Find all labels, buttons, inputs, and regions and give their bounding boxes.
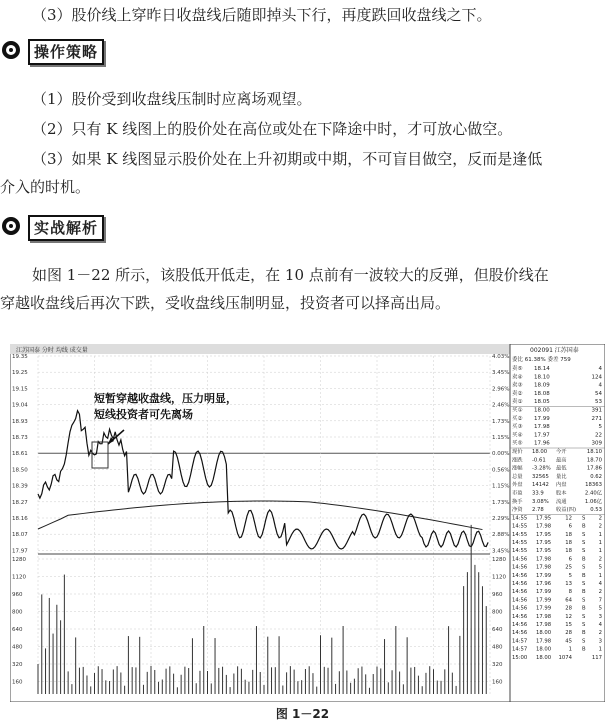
y-tick-label-left: 1120	[12, 574, 26, 581]
tick-record: 17.99	[536, 572, 552, 579]
quote-stat: 净资	[512, 507, 523, 514]
tick-record: 6	[568, 523, 572, 530]
tick-record: 4	[598, 622, 602, 628]
tick-record: 18.00	[536, 646, 552, 653]
section-strategy-title: 操作策略	[28, 39, 104, 65]
tick-record: 14:56	[512, 564, 528, 571]
tick-record: 14:55	[512, 531, 528, 538]
y-tick-label-left: 18.07	[12, 532, 28, 539]
y-tick-label-left: 18.73	[12, 435, 28, 441]
y-tick-label-left: 18.16	[12, 516, 28, 522]
paragraph-strategy-3b: 介入的时机。	[0, 178, 91, 196]
tick-record: 17.99	[536, 597, 552, 604]
quote-stat: 32565	[532, 473, 549, 480]
tick-record: 18.00	[536, 630, 552, 637]
y-tick-label-right: 2.88%	[492, 532, 510, 539]
tick-record: B	[582, 605, 586, 612]
tick-record: 14:56	[512, 622, 528, 628]
tick-record: 17.98	[536, 622, 552, 628]
quote-stat: 17.86	[586, 465, 602, 472]
y-tick-label-left: 18.50	[12, 467, 28, 474]
y-tick-label-left: 320	[12, 662, 23, 668]
tick-record: B	[582, 572, 586, 579]
tick-record: 28	[565, 605, 572, 612]
tick-record: S	[582, 515, 586, 522]
tick-record: 17.95	[536, 515, 552, 522]
tick-record: 6	[568, 556, 572, 563]
quote-stat: -0.61	[532, 457, 546, 464]
y-tick-label-left: 1280	[12, 557, 26, 563]
quote-stat: 1.06亿	[584, 498, 602, 505]
circle-bullet-icon	[2, 41, 20, 59]
annotation-text-2: 短线投资者可先离场	[94, 408, 193, 421]
tick-record: S	[582, 581, 586, 587]
tick-record: 1	[568, 646, 572, 653]
tick-record: 17.95	[536, 531, 552, 538]
y-tick-label-right: 1120	[492, 574, 506, 581]
quote-stat: 18.10	[586, 449, 602, 455]
order-book-label: 买③	[512, 424, 523, 431]
y-tick-label-left: 640	[12, 627, 23, 633]
paragraph-strategy-1: （1）股价受到收盘线压制时应离场观望。	[32, 90, 312, 108]
tick-record: 14:55	[512, 540, 528, 546]
tick-record: 17.95	[536, 540, 552, 546]
tick-record: 14:56	[512, 581, 528, 587]
order-book-price: 18.09	[534, 382, 550, 389]
quote-stat: 收益(四)	[556, 507, 577, 514]
tick-record: 18	[565, 540, 572, 546]
quote-stat: 33.9	[532, 490, 544, 497]
y-tick-label-left: 800	[12, 609, 23, 616]
order-book-price: 18.14	[534, 366, 550, 372]
y-tick-label-right: 320	[492, 662, 503, 668]
order-book-volume: 309	[591, 440, 602, 447]
tick-record: 14:56	[512, 597, 528, 604]
quote-stat: 市盈	[512, 490, 523, 497]
tick-record: 117	[591, 654, 602, 661]
y-tick-label-left: 19.15	[12, 386, 28, 393]
quote-stat: 涨跌	[512, 457, 523, 464]
figure-caption: 图 1－22	[275, 707, 330, 721]
tick-record: 4	[598, 581, 602, 587]
y-tick-label-left: 18.61	[12, 451, 28, 458]
y-tick-label-right: 2.46%	[492, 402, 510, 409]
tick-record: 17.96	[536, 581, 552, 587]
tick-record: B	[582, 523, 586, 530]
order-book-label: 买②	[512, 415, 523, 422]
y-tick-label-right: 1.73%	[492, 418, 510, 425]
tick-record: 14:56	[512, 556, 528, 563]
order-book-price: 17.98	[534, 424, 550, 431]
tick-record: S	[582, 531, 586, 538]
quote-stat: 换手	[512, 498, 523, 505]
y-tick-label-left: 18.39	[12, 483, 28, 490]
tick-record: 15:00	[512, 654, 528, 661]
quote-stat: 外盘	[512, 482, 523, 489]
order-book-price: 18.05	[534, 399, 550, 406]
tick-record: B	[582, 646, 586, 653]
tick-record: 17.98	[536, 638, 552, 645]
order-book-volume: 54	[595, 390, 602, 397]
paragraph-analysis-a: 如图 1－22 所示，该股低开低走，在 10 点前有一波较大的反弹，但股价线在	[32, 266, 549, 284]
y-tick-label-left: 160	[12, 679, 23, 686]
quote-stat: 总量	[512, 473, 523, 480]
tick-record: 1	[598, 548, 602, 555]
order-book-volume: 124	[591, 374, 602, 381]
tick-record: 1074	[558, 654, 572, 661]
tick-record: 2	[598, 630, 602, 637]
y-tick-label-right: 800	[492, 609, 503, 616]
order-book-price: 17.99	[534, 415, 550, 422]
y-tick-label-right: 3.45%	[492, 548, 510, 555]
paragraph-strategy-3a: （3）如果 K 线图显示股价处在上升初期或中期，不可盲目做空，反而是逢低	[32, 150, 543, 168]
y-tick-label-right: 640	[492, 627, 503, 633]
chart-header-text: 江苏国泰 分时 均线 成交量	[16, 347, 88, 354]
order-book-volume: 4	[598, 366, 602, 372]
quote-stat: 量比	[556, 473, 567, 480]
quote-stat: 内盘	[556, 482, 567, 489]
tick-record: 14:55	[512, 548, 528, 555]
order-book-price: 18.00	[534, 407, 550, 414]
tick-record: 12	[565, 613, 572, 620]
tick-record: 18	[565, 548, 572, 555]
tick-record: 14:56	[512, 605, 528, 612]
paragraph-analysis-b: 穿越收盘线后再次下跌，受收盘线压制明显，投资者可以择高出局。	[0, 294, 451, 312]
quote-stat: 流通	[556, 498, 567, 505]
circle-bullet-icon	[2, 217, 20, 235]
tick-record: 7	[598, 597, 602, 604]
tick-record: 1	[598, 646, 602, 653]
tick-record: 14:55	[512, 515, 528, 522]
tick-record: 14:57	[512, 638, 528, 645]
tick-record: 3	[598, 638, 602, 645]
tick-record: 25	[565, 564, 572, 571]
tick-record: 2	[598, 515, 602, 522]
quote-stat: 3.08%	[532, 498, 549, 505]
order-book-label: 买①	[512, 407, 523, 414]
tick-record: 1	[598, 540, 602, 546]
order-book-volume: 53	[595, 399, 602, 406]
order-book-price: 18.08	[534, 390, 550, 397]
order-book-volume: 5	[598, 424, 602, 431]
tick-record: 2	[598, 589, 602, 596]
tick-record: 14:56	[512, 572, 528, 579]
tick-record: 2	[598, 523, 602, 530]
y-tick-label-right: 960	[492, 592, 503, 598]
tick-record: 2	[598, 556, 602, 563]
intraday-chart-screenshot	[10, 344, 605, 702]
tick-record: 17.99	[536, 605, 552, 612]
quote-stat: 现价	[512, 449, 523, 455]
order-book-price: 18.10	[534, 374, 550, 381]
tick-record: 12	[565, 515, 572, 522]
y-tick-label-right: 1280	[492, 557, 506, 563]
y-tick-label-right: 1.15%	[492, 435, 510, 441]
tick-record: S	[582, 548, 586, 555]
y-tick-label-left: 19.25	[12, 370, 28, 377]
quote-stat: 最高	[556, 457, 567, 464]
y-tick-label-left: 19.04	[12, 402, 28, 409]
quote-stat: 股本	[556, 490, 567, 497]
tick-record: 13	[565, 581, 572, 587]
panel-title: 002091 江苏国泰	[530, 347, 579, 354]
tick-record: B	[582, 589, 586, 596]
y-tick-label-right: 480	[492, 644, 503, 651]
tick-record: 1	[598, 531, 602, 538]
panel-subtitle: 委比 61.38% 委差 759	[512, 357, 571, 363]
y-tick-label-right: 0.00%	[492, 451, 510, 458]
tick-record: S	[582, 613, 586, 620]
quote-stat: 14142	[532, 482, 549, 489]
order-book-label: 卖③	[512, 382, 523, 389]
y-tick-label-right: 2.29%	[492, 516, 510, 522]
tick-record: 5	[598, 605, 602, 612]
y-tick-label-right: 1.73%	[492, 499, 510, 506]
order-book-price: 17.97	[534, 432, 550, 439]
tick-record: 5	[568, 572, 572, 579]
y-tick-label-left: 18.27	[12, 499, 28, 506]
tick-record: 3	[598, 613, 602, 620]
tick-record: 17.98	[536, 556, 552, 563]
y-tick-label-left: 960	[12, 592, 23, 598]
section-analysis-title: 实战解析	[28, 215, 104, 241]
quote-stat: 今开	[556, 449, 567, 455]
tick-record: 14:55	[512, 523, 528, 530]
quote-stat: 2.78	[532, 507, 544, 514]
order-book-label: 买④	[512, 432, 523, 439]
tick-record: 5	[598, 564, 602, 571]
order-book-volume: 391	[591, 407, 602, 414]
order-book-label: 卖⑤	[512, 366, 523, 372]
quote-stat: -3.28%	[532, 465, 551, 472]
tick-record: 15	[565, 622, 572, 628]
annotation-text-1: 短暂穿越收盘线，压力明显，	[94, 392, 237, 405]
y-tick-label-right: 1.15%	[492, 483, 510, 490]
y-tick-label-left: 18.93	[12, 418, 28, 425]
tick-record: 1	[598, 572, 602, 579]
quote-stat: 18363	[585, 482, 602, 489]
tick-record: S	[582, 638, 586, 645]
tick-record: 17.99	[536, 589, 552, 596]
tick-record: 14:56	[512, 630, 528, 637]
tick-record: B	[582, 630, 586, 637]
order-book-label: 买⑤	[512, 440, 523, 447]
tick-record: B	[582, 556, 586, 563]
y-tick-label-left: 480	[12, 644, 23, 651]
tick-record: 18.00	[536, 654, 552, 661]
order-book-volume: 22	[595, 432, 602, 439]
order-book-label: 卖①	[512, 399, 523, 406]
quote-stat: 最低	[556, 465, 567, 472]
y-tick-label-right: 3.45%	[492, 370, 510, 377]
tick-record: S	[582, 597, 586, 604]
tick-record: 17.95	[536, 548, 552, 555]
y-tick-label-right: 2.96%	[492, 386, 510, 393]
tick-record: S	[582, 622, 586, 628]
quote-stat: 2.40亿	[584, 490, 602, 497]
tick-record: 8	[568, 589, 572, 596]
tick-record: 45	[565, 638, 572, 645]
paragraph-intro-point-3: （3）股价线上穿昨日收盘线后随即掉头下行，再度跌回收盘线之下。	[32, 6, 492, 24]
order-book-volume: 4	[598, 382, 602, 389]
tick-record: S	[582, 564, 586, 571]
tick-record: 28	[565, 630, 572, 637]
tick-record: 64	[565, 597, 572, 604]
order-book-price: 17.96	[534, 440, 550, 447]
order-book-label: 卖②	[512, 390, 523, 397]
quote-stat: 18.70	[586, 457, 602, 464]
y-tick-label-right: 4.03%	[492, 354, 510, 360]
quote-stat: 0.53	[590, 507, 602, 514]
tick-record: 14:57	[512, 646, 528, 653]
quote-stat: 0.62	[590, 473, 602, 480]
y-tick-label-left: 17.97	[12, 548, 28, 555]
order-book-label: 卖④	[512, 374, 523, 381]
order-book-volume: 271	[591, 415, 602, 422]
quote-stat: 18.00	[532, 449, 548, 455]
paragraph-strategy-2: （2）只有 K 线图上的股价处在高位或处在下降途中时，才可放心做空。	[32, 120, 513, 138]
tick-record: 17.98	[536, 564, 552, 571]
y-tick-label-left: 19.35	[12, 354, 28, 360]
quote-stat: 涨幅	[512, 465, 523, 472]
y-tick-label-right: 160	[492, 679, 503, 686]
tick-record: 17.98	[536, 523, 552, 530]
tick-record: 17.98	[536, 613, 552, 620]
tick-record: 14:56	[512, 589, 528, 596]
y-tick-label-right: 0.56%	[492, 467, 510, 474]
tick-record: 14:56	[512, 613, 528, 620]
tick-record: S	[582, 540, 586, 546]
tick-record: 18	[565, 531, 572, 538]
